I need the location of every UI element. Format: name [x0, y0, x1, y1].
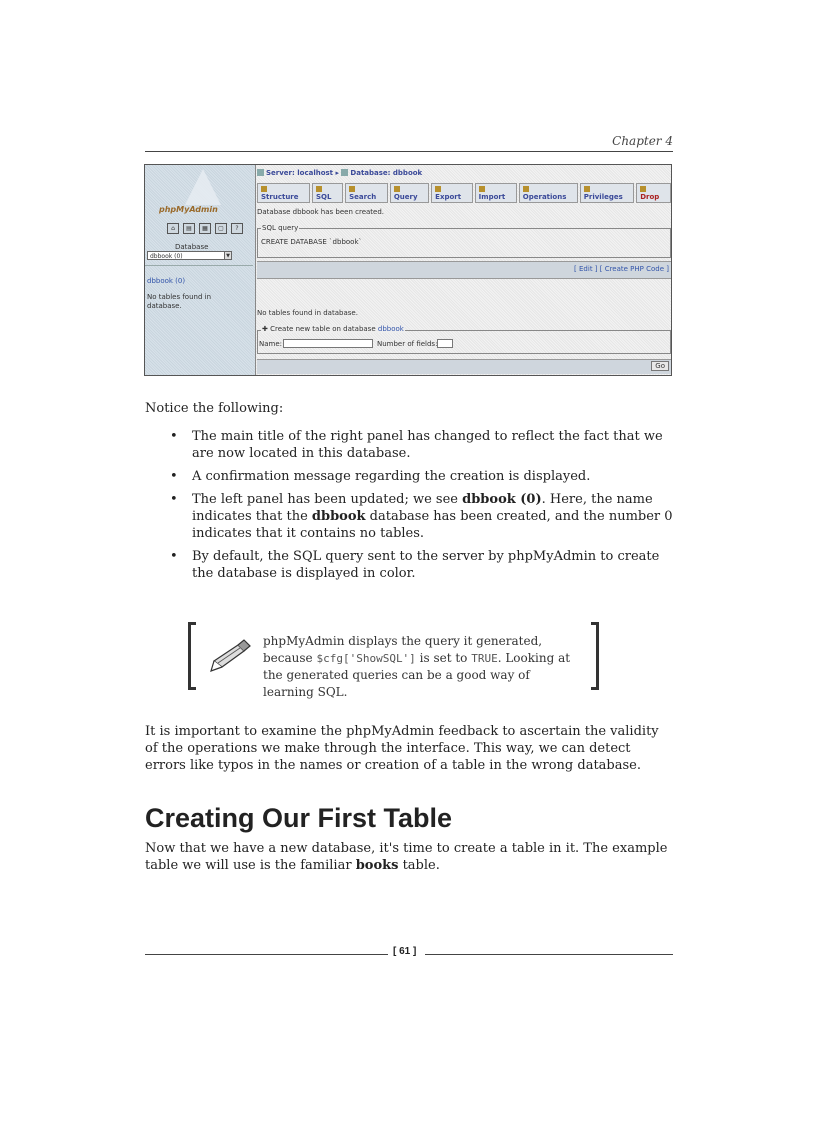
bullet-bold: dbbook (0): [462, 492, 542, 507]
left-no-tables-text: No tables found in database.: [147, 293, 212, 310]
intro-text: Notice the following:: [145, 401, 284, 416]
database-label: Database: [175, 243, 209, 251]
tab-label: Search: [349, 193, 377, 201]
bullet-text: A confirmation message regarding the creation is displayed.: [192, 469, 591, 484]
bullet-text: The main title of the right panel has changed to reflect the fact that we are now located in this database.: [192, 429, 663, 461]
go-button[interactable]: Go: [651, 361, 669, 371]
paragraph-bold: books: [355, 858, 399, 873]
list-item: [170, 468, 675, 485]
database-select[interactable]: dbbook (0): [147, 251, 231, 260]
tab-label: Structure: [261, 193, 299, 201]
note-part: . Looking at the generated queries can be a good way of learning SQL.: [263, 651, 571, 699]
header-rule: [145, 151, 673, 152]
tab-privileges[interactable]: [580, 183, 634, 203]
tab-structure[interactable]: [257, 183, 310, 203]
tab-sql[interactable]: [312, 183, 343, 203]
bullet-list: [170, 428, 675, 588]
breadcrumb-database[interactable]: Database: dbbook: [350, 169, 423, 177]
bullet-bold: dbbook: [311, 509, 366, 524]
logo: phpMyAdmin: [159, 205, 218, 214]
create-table-db-link[interactable]: dbbook: [377, 325, 404, 333]
main-no-tables-text: No tables found in database.: [257, 309, 358, 317]
sql-query-legend: SQL query: [262, 224, 299, 232]
home-icon[interactable]: ⌂: [167, 223, 179, 234]
note-code: TRUE: [471, 652, 498, 665]
bullet-text: database has been created, and the number 0 indicates that it contains no tables.: [192, 509, 673, 541]
list-item: [170, 491, 675, 542]
docs-icon[interactable]: ▢: [215, 223, 227, 234]
left-panel-divider: [145, 265, 253, 266]
footer-rule-left: [145, 954, 388, 955]
fields-label: Number of fields:: [377, 340, 438, 348]
sql-icon[interactable]: ▦: [199, 223, 211, 234]
structure-icon: [261, 186, 267, 192]
breadcrumb-separator: ▸: [335, 169, 339, 177]
import-icon: [479, 186, 485, 192]
create-table-text: Create new table on database: [270, 325, 376, 333]
tab-label: Export: [435, 193, 462, 201]
database-icon: [341, 169, 348, 176]
page-number: [ 61 ]: [393, 946, 417, 957]
chapter-label: Chapter 4: [612, 134, 673, 148]
privileges-icon: [584, 186, 590, 192]
db-link[interactable]: dbbook (0): [147, 277, 186, 285]
left-panel: [145, 165, 256, 375]
tab-import[interactable]: [475, 183, 517, 203]
tab-label: Query: [393, 193, 418, 201]
query-icon: [394, 186, 400, 192]
section-heading: Creating Our First Table: [145, 803, 453, 833]
new-table-icon: ✚: [262, 325, 268, 333]
footer-rule-right: [425, 954, 673, 955]
list-item: [170, 428, 675, 462]
note-bracket-right: [591, 622, 599, 690]
edit-links[interactable]: [ Edit ] [ Create PHP Code ]: [574, 265, 669, 273]
name-input[interactable]: [283, 339, 373, 348]
note-text: [263, 633, 583, 701]
go-bar: [257, 359, 671, 374]
note-bracket-left: [188, 622, 196, 690]
logo-sail-icon: [185, 169, 221, 205]
left-panel-icons: [167, 223, 243, 234]
note-part: phpMyAdmin displays the query it generated, because: [263, 634, 543, 665]
tab-query[interactable]: [390, 183, 429, 203]
tab-drop[interactable]: [636, 183, 671, 203]
server-icon: [257, 169, 264, 176]
tab-label: Operations: [522, 193, 567, 201]
note-part: is set to: [415, 651, 472, 665]
list-item: [170, 548, 675, 582]
sql-tab-icon: [316, 186, 322, 192]
paragraph-text: Now that we have a new database, it's time to create a table in it. The example table we will use is the familiar: [145, 841, 668, 873]
name-label: Name:: [259, 340, 283, 348]
tab-label: Import: [478, 193, 506, 201]
tab-operations[interactable]: [519, 183, 578, 203]
paragraph-text: table.: [398, 858, 440, 873]
query-window-icon[interactable]: ▤: [183, 223, 195, 234]
breadcrumb: [257, 169, 422, 177]
drop-icon: [640, 186, 646, 192]
operations-icon: [523, 186, 529, 192]
tab-export[interactable]: [431, 183, 473, 203]
chevron-down-icon[interactable]: ▼: [224, 251, 232, 260]
paragraph: [145, 840, 675, 874]
sql-query-text: CREATE DATABASE `dbbook`: [261, 238, 363, 246]
bullet-text: The left panel has been updated; we see: [192, 492, 463, 507]
paragraph: It is important to examine the phpMyAdmin feedback to ascertain the validity of the operations we make through the interface. This way, we can detect errors like typos in the names or creation of a table in the wrong database.: [145, 724, 659, 773]
help-icon[interactable]: ?: [231, 223, 243, 234]
tab-label: Drop: [640, 193, 660, 201]
breadcrumb-server[interactable]: Server: localhost: [266, 169, 334, 177]
note-pencil-icon: [208, 637, 254, 675]
tab-label: SQL: [315, 193, 332, 201]
note-code: $cfg['ShowSQL']: [316, 652, 416, 665]
fields-input[interactable]: [437, 339, 453, 348]
confirmation-message: Database dbbook has been created.: [257, 208, 385, 216]
export-icon: [435, 186, 441, 192]
tab-search[interactable]: [345, 183, 388, 203]
create-table-legend: [261, 325, 405, 333]
search-icon: [349, 186, 355, 192]
bullet-text: By default, the SQL query sent to the server by phpMyAdmin to create the database is displayed in color.: [192, 549, 660, 581]
tab-label: Privileges: [583, 193, 623, 201]
bullet-text: . Here, the name indicates that the: [192, 492, 653, 524]
tab-bar: [257, 183, 671, 203]
screenshot-figure: [144, 164, 672, 376]
